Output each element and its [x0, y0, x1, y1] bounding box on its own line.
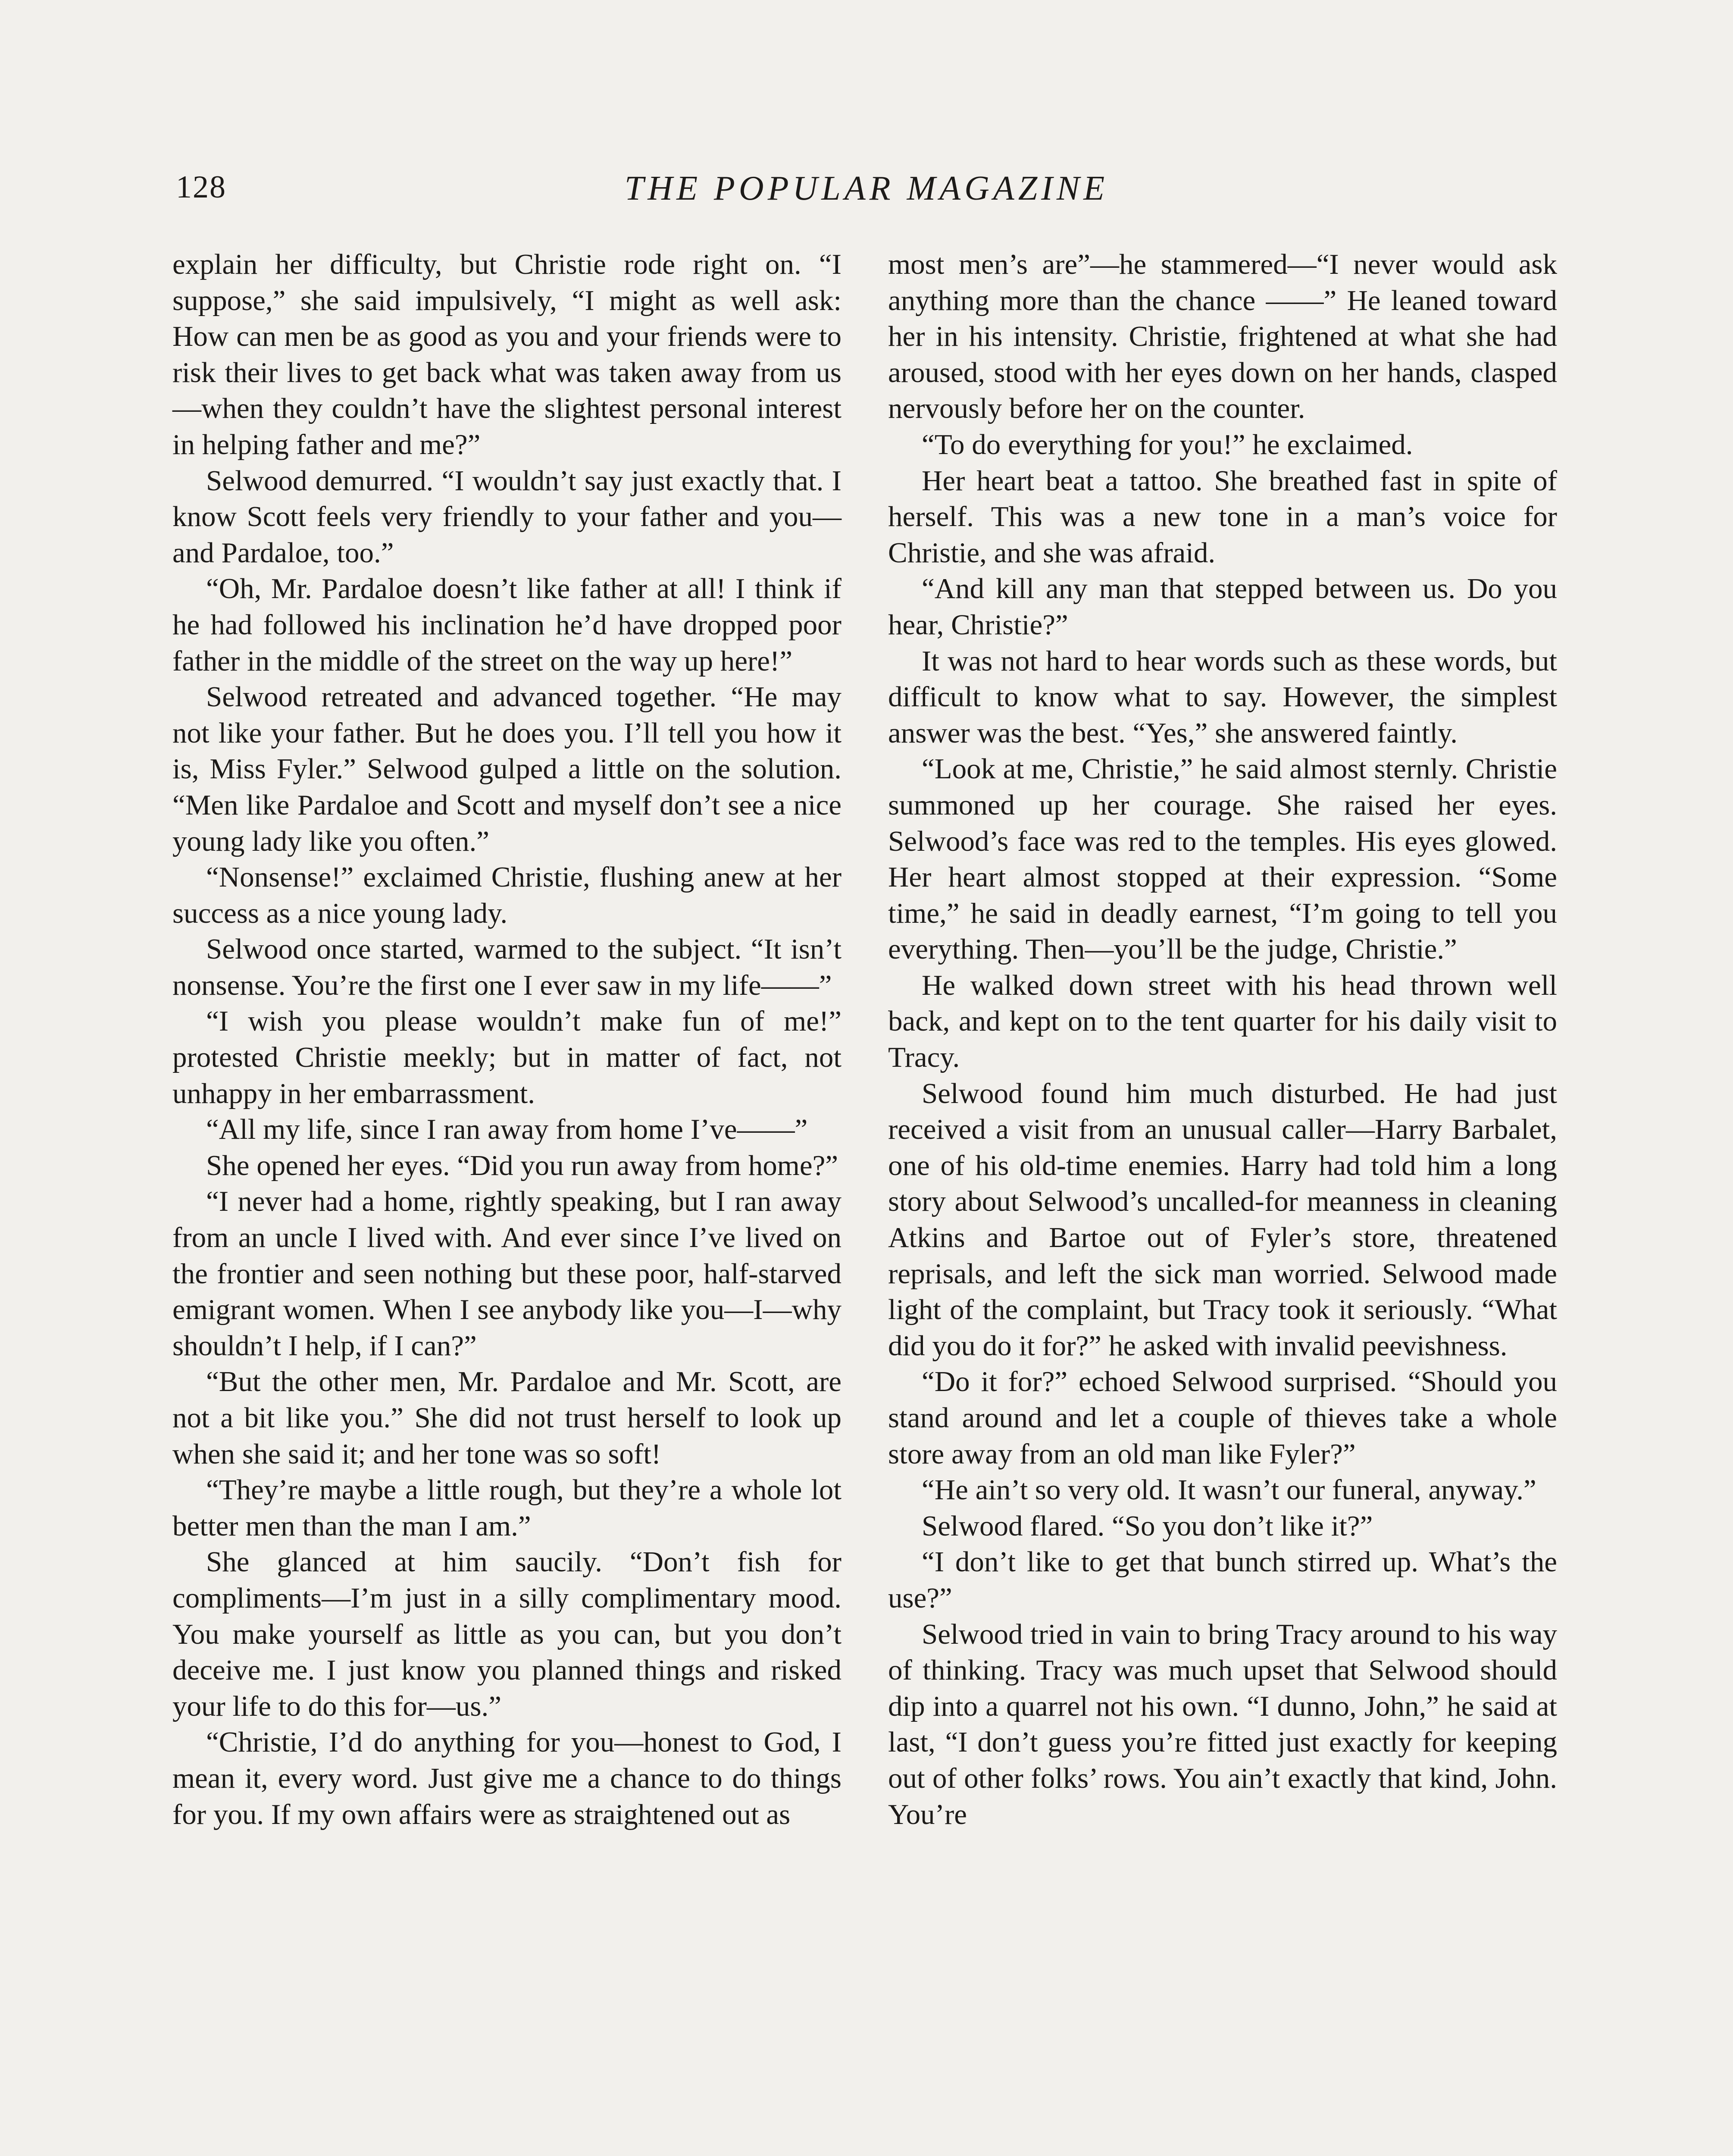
paragraph: Selwood tried in vain to bring Tracy around to his way of thinking. Tracy was much upset that Selwood should dip into a quarrel not his own. “I dunno, John,” he said at last, “I don’t guess you’re fitted just exactly for keeping out of other folks’ rows. You ain’t exactly that kind, John. You’re — [888, 1618, 1557, 1830]
paragraph: most men’s are”—he stammered—“I never would ask anything more than the chance ——” He leaned toward her in his intensity. Christie, frightened at what she had aroused, stood with her eyes down on her hands, clasped nervously before her on the counter. — [888, 248, 1557, 425]
paragraph: Her heart beat a tattoo. She breathed fast in spite of herself. This was a new tone in a man’s voice for Christie, and she was afraid. — [888, 464, 1557, 569]
paragraph: Selwood flared. “So you don’t like it?” — [922, 1510, 1373, 1542]
paragraph: “Do it for?” echoed Selwood surprised. “Should you stand around and let a couple of thieves take a whole store away from an old man like Fyler?” — [888, 1366, 1557, 1470]
paragraph: “But the other men, Mr. Pardaloe and Mr. Scott, are not a bit like you.” She did not trust herself to look up when she said it; and her tone was so soft! — [172, 1366, 841, 1470]
right-column — [888, 247, 1557, 1833]
paragraph: “Christie, I’d do anything for you—honest to God, I mean it, every word. Just give me a chance to do things for you. If my own affairs were as straightened out as — [172, 1726, 841, 1830]
paragraph: It was not hard to hear words such as these words, but difficult to know what to say. However, the simplest answer was the best. “Yes,” she answered faintly. — [888, 645, 1557, 749]
paragraph: Selwood demurred. “I wouldn’t say just exactly that. I know Scott feels very friendly to your father and you—and Pardaloe, too.” — [172, 464, 841, 569]
paragraph: “And kill any man that stepped between us. Do you hear, Christie?” — [888, 573, 1557, 641]
running-head: THE POPULAR MAGAZINE — [624, 169, 1109, 207]
paragraph: “Look at me, Christie,” he said almost sternly. Christie summoned up her courage. She raised her eyes. Selwood’s face was red to the temples. His eyes glowed. Her heart almost stopped at their expression. “Some time,” he said in deadly earnest, “I’m going to tell you everything. Then—you’ll be the judge, Christie.” — [888, 753, 1557, 965]
paragraph: “They’re maybe a little rough, but they’re a whole lot better men than the man I am.” — [172, 1474, 841, 1542]
paragraph: Selwood retreated and advanced together. “He may not like your father. But he does you. I’ll tell you how it is, Miss Fyler.” Selwood gulped a little on the solution. “Men like Pardaloe and Scott and myself don’t see a nice young lady like you often.” — [172, 681, 841, 857]
page-number: 128 — [176, 169, 226, 205]
paragraph: “Oh, Mr. Pardaloe doesn’t like father at all! I think if he had followed his inclination he’d have dropped poor father in the middle of the street on the way up here!” — [172, 573, 841, 677]
left-column — [172, 247, 841, 1833]
paragraph: “To do everything for you!” he exclaimed. — [922, 428, 1413, 461]
paragraph: She glanced at him saucily. “Don’t fish for compliments—I’m just in a silly complimentary mood. You make yourself as little as you can, but you don’t deceive me. I just know you planned things and risked your life to do this for—us.” — [172, 1546, 841, 1722]
paragraph: “I never had a home, rightly speaking, but I ran away from an uncle I lived with. And ever since I’ve lived on the frontier and seen nothing but these poor, half-starved emigrant women. When I see anybody like you—I—why shouldn’t I help, if I can?” — [172, 1185, 841, 1362]
paragraph: Selwood found him much disturbed. He had just received a visit from an unusual caller—Harry Barbalet, one of his old-time enemies. Harry had told him a long story about Selwood’s uncalled-for meanness in cleaning Atkins and Bartoe out of Fyler’s store, threatened reprisals, and left the sick man worried. Selwood made light of the complaint, but Tracy took it seriously. “What did you do it for?” he asked with invalid peevishness. — [888, 1077, 1557, 1362]
paragraph: “I wish you please wouldn’t make fun of me!” protested Christie meekly; but in matter of fact, not unhappy in her embarrassment. — [172, 1005, 841, 1109]
paragraph: “Nonsense!” exclaimed Christie, flushing anew at her success as a nice young lady. — [172, 861, 841, 929]
paragraph: “He ain’t so very old. It wasn’t our funeral, anyway.” — [922, 1474, 1536, 1506]
paragraph: “All my life, since I ran away from home I’ve——” — [206, 1113, 808, 1146]
paragraph: She opened her eyes. “Did you run away from home?” — [206, 1149, 838, 1181]
paragraph: He walked down street with his head thrown well back, and kept on to the tent quarter for his daily visit to Tracy. — [888, 969, 1557, 1074]
paragraph: “I don’t like to get that bunch stirred up. What’s the use?” — [888, 1546, 1557, 1614]
paragraph: explain her difficulty, but Christie rode right on. “I suppose,” she said impulsively, “I might as well ask: How can men be as good as you and your friends were to risk their lives to get back what was taken away from us—when they couldn’t have the slightest personal interest in helping father and me?” — [172, 248, 841, 461]
paragraph: Selwood once started, warmed to the subject. “It isn’t nonsense. You’re the first one I ever saw in my life——” — [172, 933, 841, 1001]
